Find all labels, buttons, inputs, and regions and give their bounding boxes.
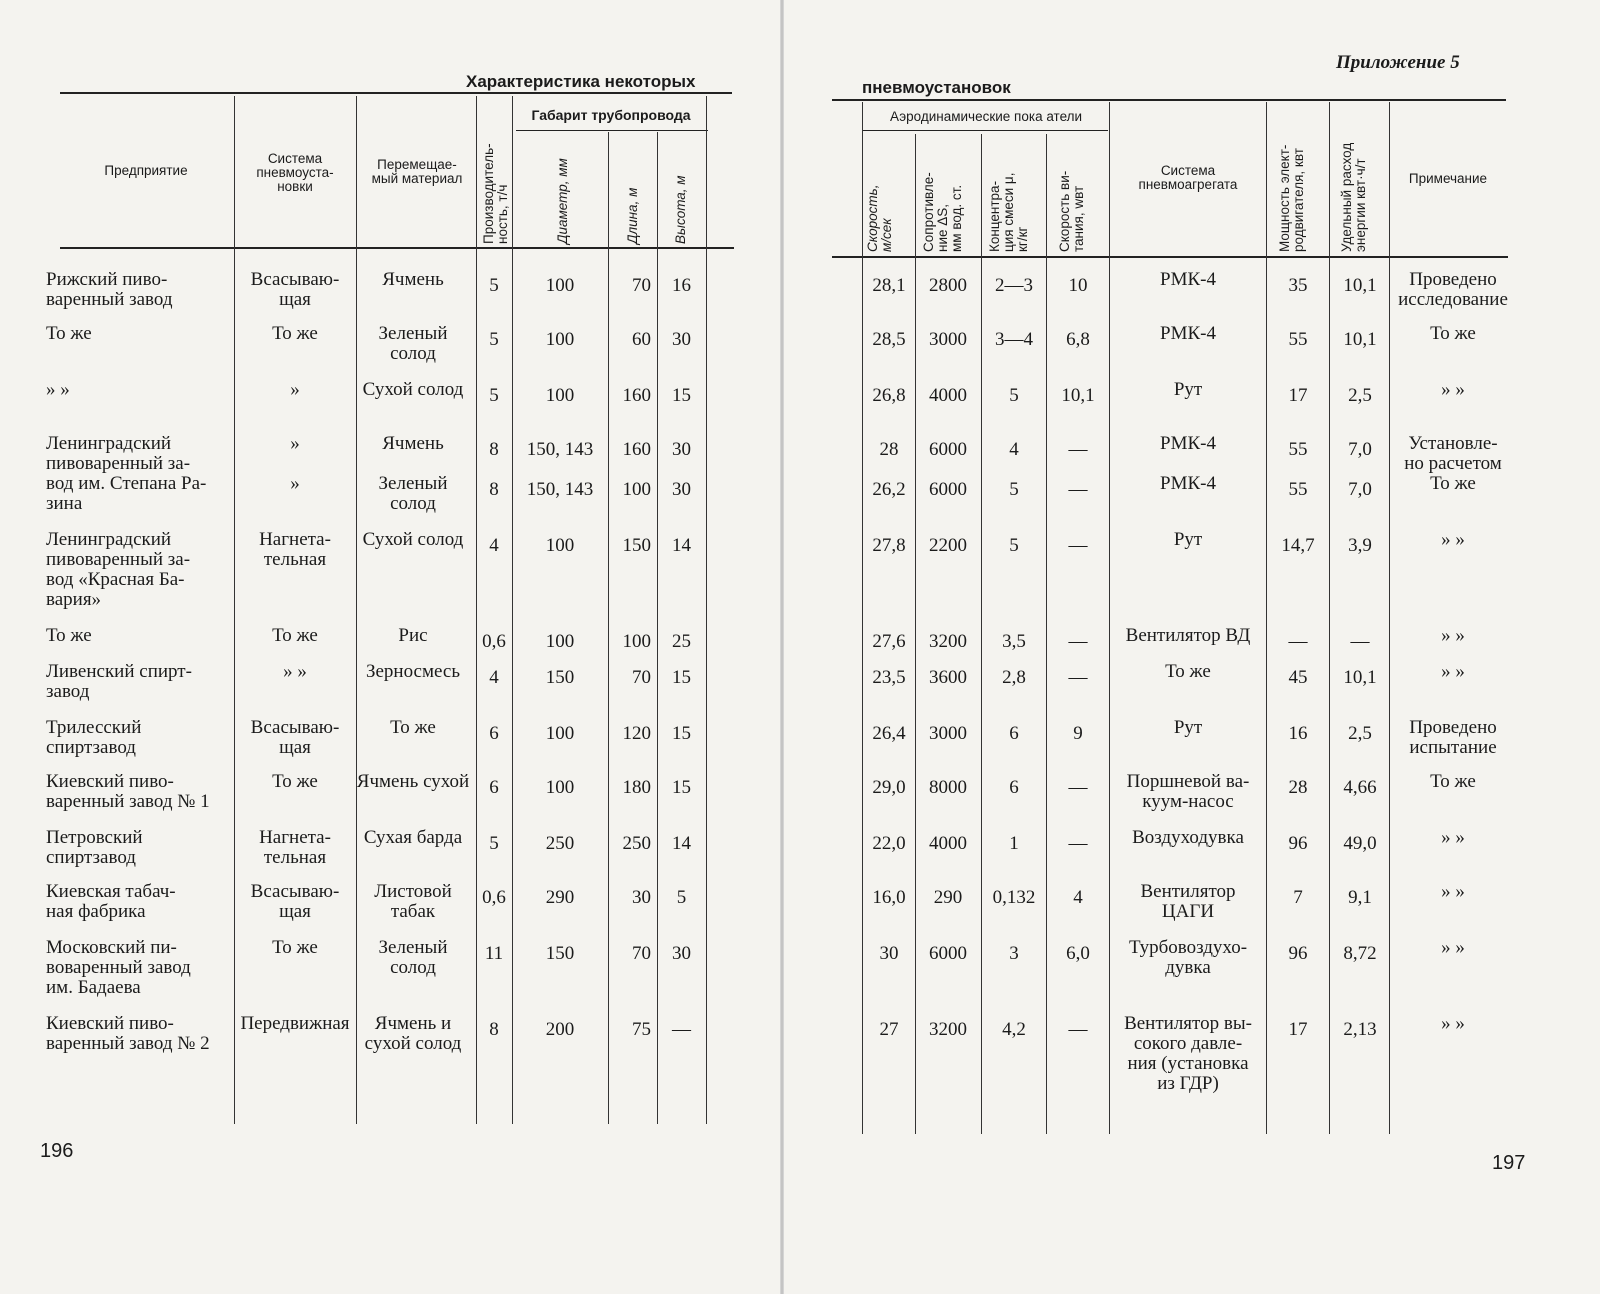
cell-float: —: [1068, 535, 1088, 556]
cell-prod: 8: [489, 1019, 499, 1040]
cell-unit: Воздуходувка: [1132, 827, 1244, 848]
col-rule: [1389, 102, 1390, 1134]
cell-material: Зеленый солод: [378, 323, 448, 364]
table-title-left: Характеристика некоторых: [466, 72, 696, 91]
cell-speed: 29,0: [872, 777, 906, 798]
cell-enterprise: Киевская табач- ная фабрика: [46, 881, 176, 922]
cell-len: 180: [622, 777, 651, 798]
cell-res: 3000: [929, 329, 967, 350]
cell-conc: 0,132: [992, 887, 1036, 908]
rule-head-right: [832, 256, 1508, 258]
cell-material: Листовой табак: [374, 881, 452, 922]
page-number-right: 197: [1492, 1152, 1526, 1174]
cell-prod: 8: [489, 479, 499, 500]
cell-diam: 250: [545, 833, 575, 854]
cell-energy: —: [1350, 631, 1370, 652]
cell-system: То же: [272, 771, 318, 792]
cell-res: 3200: [929, 631, 967, 652]
rule-top-left: [60, 92, 732, 94]
cell-float: —: [1068, 667, 1088, 688]
cell-energy: 2,5: [1348, 723, 1372, 744]
cell-unit: Вентилятор вы- сокого давле- ния (установка из ГДР): [1124, 1013, 1252, 1094]
cell-res: 290: [933, 887, 963, 908]
cell-energy: 4,66: [1343, 777, 1377, 798]
cell-note: » »: [1441, 661, 1465, 682]
cell-material: Ячмень сухой: [356, 771, 470, 792]
cell-enterprise: Петровский спиртзавод: [46, 827, 143, 868]
cell-unit: Рут: [1173, 529, 1203, 550]
cell-enterprise: Ливенский спирт- завод: [46, 661, 192, 702]
cell-power: 7: [1293, 887, 1303, 908]
header-enterprise: Предприятие: [104, 163, 188, 178]
cell-conc: 3,5: [1002, 631, 1026, 652]
cell-energy: 8,72: [1343, 943, 1377, 964]
cell-res: 4000: [929, 385, 967, 406]
cell-prod: 5: [489, 275, 499, 296]
cell-len: 75: [632, 1019, 651, 1040]
cell-energy: 7,0: [1348, 439, 1372, 460]
cell-prod: 0,6: [482, 887, 506, 908]
cell-system: То же: [272, 937, 318, 958]
cell-power: 55: [1288, 479, 1308, 500]
cell-conc: 6: [1009, 723, 1019, 744]
cell-res: 6000: [929, 943, 967, 964]
cell-res: 3000: [929, 723, 967, 744]
cell-height: 14: [672, 535, 691, 556]
cell-power: 55: [1288, 439, 1308, 460]
cell-height: 30: [672, 943, 691, 964]
cell-power: 45: [1288, 667, 1308, 688]
cell-system: Всасываю- щая: [250, 269, 340, 310]
cell-power: 28: [1288, 777, 1308, 798]
cell-speed: 28,1: [872, 275, 906, 296]
cell-diam: 150: [545, 667, 575, 688]
cell-material: Ячмень: [382, 269, 444, 290]
col-rule: [1329, 102, 1330, 1134]
page-number-left: 196: [40, 1140, 74, 1162]
cell-unit: Вентилятор ВД: [1125, 625, 1251, 646]
cell-system: То же: [272, 625, 318, 646]
cell-material: То же: [390, 717, 436, 738]
cell-len: 100: [622, 479, 651, 500]
cell-conc: 5: [1009, 385, 1019, 406]
cell-diam: 150: [545, 943, 575, 964]
cell-material: Сухой солод: [362, 379, 464, 400]
cell-note: То же: [1430, 771, 1476, 792]
cell-unit: РМК-4: [1160, 473, 1216, 494]
cell-note: Установле- но расчетом: [1404, 433, 1502, 474]
cell-material: Зерносмесь: [365, 661, 461, 682]
cell-energy: 2,13: [1343, 1019, 1377, 1040]
cell-power: 96: [1288, 833, 1308, 854]
cell-power: 96: [1288, 943, 1308, 964]
cell-prod: 4: [489, 667, 499, 688]
header-pipe-group: Габарит трубопровода: [531, 107, 691, 123]
cell-float: 4: [1073, 887, 1083, 908]
cell-note: » »: [1441, 529, 1465, 550]
cell-material: Зеленый солод: [378, 473, 448, 514]
cell-float: —: [1068, 439, 1088, 460]
cell-res: 6000: [929, 439, 967, 460]
cell-float: —: [1068, 1019, 1088, 1040]
cell-len: 60: [632, 329, 651, 350]
rule-top-right: [832, 99, 1506, 101]
cell-system: Всасываю- щая: [250, 881, 340, 922]
col-rule: [608, 132, 609, 1124]
header-note: Примечание: [1408, 171, 1488, 186]
cell-material: Рис: [398, 625, 428, 646]
cell-conc: 4: [1009, 439, 1019, 460]
cell-prod: 4: [489, 535, 499, 556]
cell-prod: 8: [489, 439, 499, 460]
cell-height: 14: [672, 833, 691, 854]
cell-float: 10: [1068, 275, 1088, 296]
cell-prod: 0,6: [482, 631, 506, 652]
cell-conc: 4,2: [1002, 1019, 1026, 1040]
cell-conc: 3—4: [995, 329, 1033, 350]
cell-note: » »: [1441, 827, 1465, 848]
cell-height: 15: [672, 777, 691, 798]
cell-res: 6000: [929, 479, 967, 500]
cell-note: » »: [1441, 881, 1465, 902]
header-unit-system: Система пневмоагрегата: [1138, 163, 1238, 192]
cell-material: Сухой солод: [362, 529, 464, 550]
cell-len: 100: [622, 631, 651, 652]
cell-diam: 150, 143: [526, 439, 594, 460]
cell-len: 120: [622, 723, 651, 744]
cell-material: Сухая барда: [363, 827, 463, 848]
cell-res: 3600: [929, 667, 967, 688]
cell-prod: 6: [489, 777, 499, 798]
cell-len: 160: [622, 385, 651, 406]
cell-len: 70: [632, 667, 651, 688]
cell-prod: 5: [489, 833, 499, 854]
cell-system: Нагнета- тельная: [259, 529, 331, 570]
cell-unit: Поршневой ва- куум-насос: [1126, 771, 1250, 812]
cell-float: 10,1: [1061, 385, 1095, 406]
cell-system: Передвижная: [240, 1013, 350, 1034]
cell-float: —: [1068, 631, 1088, 652]
col-rule: [1046, 134, 1047, 1134]
cell-speed: 28,5: [872, 329, 906, 350]
cell-speed: 27,6: [872, 631, 906, 652]
cell-speed: 16,0: [872, 887, 906, 908]
cell-material: Ячмень: [382, 433, 444, 454]
cell-len: 250: [622, 833, 651, 854]
cell-speed: 27: [879, 1019, 899, 1040]
cell-conc: 6: [1009, 777, 1019, 798]
cell-power: 17: [1288, 385, 1308, 406]
cell-speed: 22,0: [872, 833, 906, 854]
cell-enterprise: Рижский пиво- варенный завод: [46, 269, 173, 310]
col-rule: [234, 96, 235, 1124]
cell-conc: 1: [1009, 833, 1019, 854]
cell-diam: 100: [545, 723, 575, 744]
cell-note: » »: [1441, 625, 1465, 646]
cell-power: 16: [1288, 723, 1308, 744]
col-rule: [915, 134, 916, 1134]
cell-system: »: [290, 433, 300, 454]
cell-power: 14,7: [1281, 535, 1315, 556]
cell-diam: 100: [545, 631, 575, 652]
cell-system: »: [290, 379, 300, 400]
cell-float: 9: [1073, 723, 1083, 744]
rule-head-left: [60, 247, 734, 249]
cell-height: 5: [676, 887, 687, 908]
cell-note: » »: [1441, 937, 1465, 958]
header-aero-group: Аэродинамические пока атели: [889, 109, 1083, 124]
cell-height: 25: [672, 631, 691, 652]
cell-power: 35: [1288, 275, 1308, 296]
cell-float: 6,0: [1066, 943, 1090, 964]
cell-len: 150: [622, 535, 651, 556]
cell-prod: 5: [489, 385, 499, 406]
cell-enterprise: Киевский пиво- варенный завод № 2: [46, 1013, 210, 1054]
cell-note: Проведено испытание: [1409, 717, 1497, 758]
cell-height: 15: [672, 385, 691, 406]
cell-unit: РМК-4: [1160, 433, 1216, 454]
cell-float: —: [1068, 777, 1088, 798]
cell-energy: 2,5: [1348, 385, 1372, 406]
cell-len: 30: [632, 887, 651, 908]
cell-system: Нагнета- тельная: [259, 827, 331, 868]
cell-energy: 10,1: [1343, 275, 1377, 296]
cell-height: 30: [672, 479, 691, 500]
cell-res: 2200: [929, 535, 967, 556]
cell-enterprise: » »: [46, 379, 70, 400]
cell-height: 30: [672, 329, 691, 350]
cell-conc: 5: [1009, 479, 1019, 500]
cell-unit: Рут: [1173, 717, 1203, 738]
col-rule: [981, 134, 982, 1134]
cell-diam: 150, 143: [526, 479, 594, 500]
cell-speed: 27,8: [872, 535, 906, 556]
cell-height: 15: [672, 723, 691, 744]
cell-height: 15: [672, 667, 691, 688]
col-rule: [862, 102, 863, 1134]
cell-len: 160: [622, 439, 651, 460]
cell-enterprise: Киевский пиво- варенный завод № 1: [46, 771, 210, 812]
cell-prod: 6: [489, 723, 499, 744]
cell-unit: Вентилятор ЦАГИ: [1140, 881, 1236, 922]
cell-power: —: [1288, 631, 1308, 652]
cell-system: » »: [283, 661, 307, 682]
cell-energy: 10,1: [1343, 329, 1377, 350]
cell-conc: 3: [1009, 943, 1019, 964]
cell-note: » »: [1441, 1013, 1465, 1034]
cell-material: Зеленый солод: [378, 937, 448, 978]
cell-prod: 5: [489, 329, 499, 350]
cell-float: —: [1068, 479, 1088, 500]
cell-unit: РМК-4: [1160, 269, 1216, 290]
cell-speed: 26,4: [872, 723, 906, 744]
col-rule: [512, 96, 513, 1124]
cell-conc: 5: [1009, 535, 1019, 556]
cell-enterprise: То же: [46, 625, 92, 646]
cell-unit: Турбовоздухо- дувка: [1128, 937, 1248, 978]
col-rule: [706, 96, 707, 1124]
cell-res: 2800: [929, 275, 967, 296]
cell-float: —: [1068, 833, 1088, 854]
table-title-right: пневмоустановок: [862, 78, 1011, 97]
cell-height: 16: [672, 275, 691, 296]
appendix-label: Приложение 5: [1336, 52, 1460, 73]
cell-enterprise: То же: [46, 323, 92, 344]
cell-enterprise: Трилесский спиртзавод: [46, 717, 142, 758]
page-fold: [780, 0, 784, 1294]
cell-conc: 2,8: [1002, 667, 1026, 688]
cell-speed: 26,2: [872, 479, 906, 500]
header-system: Система пневмоуста- новки: [256, 151, 334, 194]
cell-note: То же: [1430, 323, 1476, 344]
cell-unit: То же: [1165, 661, 1211, 682]
cell-diam: 100: [545, 275, 575, 296]
cell-diam: 100: [545, 329, 575, 350]
cell-power: 55: [1288, 329, 1308, 350]
header-material: Перемещае- мый материал: [371, 157, 463, 186]
cell-note: То же: [1430, 473, 1476, 494]
cell-speed: 23,5: [872, 667, 906, 688]
cell-speed: 26,8: [872, 385, 906, 406]
cell-energy: 7,0: [1348, 479, 1372, 500]
cell-len: 70: [632, 275, 651, 296]
cell-prod: 11: [484, 943, 504, 964]
cell-speed: 30: [879, 943, 899, 964]
cell-height: —: [672, 1019, 691, 1040]
cell-system: »: [290, 473, 300, 494]
cell-note: Проведено исследование: [1398, 269, 1508, 310]
cell-unit: РМК-4: [1160, 323, 1216, 344]
cell-enterprise: Ленинградский пивоваренный за- вод «Красная Ба- вария»: [46, 529, 191, 610]
cell-height: 30: [672, 439, 691, 460]
cell-energy: 9,1: [1348, 887, 1372, 908]
cell-energy: 3,9: [1348, 535, 1372, 556]
cell-material: Ячмень и сухой солод: [364, 1013, 462, 1054]
cell-enterprise: Ленинградский пивоваренный за- вод им. Степана Ра- зина: [46, 433, 207, 514]
cell-conc: 2—3: [995, 275, 1033, 296]
cell-system: То же: [272, 323, 318, 344]
cell-power: 17: [1288, 1019, 1308, 1040]
cell-res: 3200: [929, 1019, 967, 1040]
cell-diam: 100: [545, 777, 575, 798]
cell-speed: 28: [879, 439, 899, 460]
cell-diam: 290: [545, 887, 575, 908]
cell-len: 70: [632, 943, 651, 964]
col-rule: [657, 132, 658, 1124]
cell-energy: 10,1: [1343, 667, 1377, 688]
cell-enterprise: Московский пи- воваренный завод им. Бадаева: [46, 937, 191, 998]
cell-diam: 100: [545, 385, 575, 406]
cell-diam: 100: [545, 535, 575, 556]
col-rule: [1266, 102, 1267, 1134]
cell-unit: Рут: [1173, 379, 1203, 400]
cell-note: » »: [1441, 379, 1465, 400]
col-rule: [1109, 102, 1110, 1134]
cell-float: 6,8: [1066, 329, 1090, 350]
cell-diam: 200: [545, 1019, 575, 1040]
cell-res: 8000: [929, 777, 967, 798]
cell-res: 4000: [929, 833, 967, 854]
cell-energy: 49,0: [1343, 833, 1377, 854]
cell-system: Всасываю- щая: [250, 717, 340, 758]
